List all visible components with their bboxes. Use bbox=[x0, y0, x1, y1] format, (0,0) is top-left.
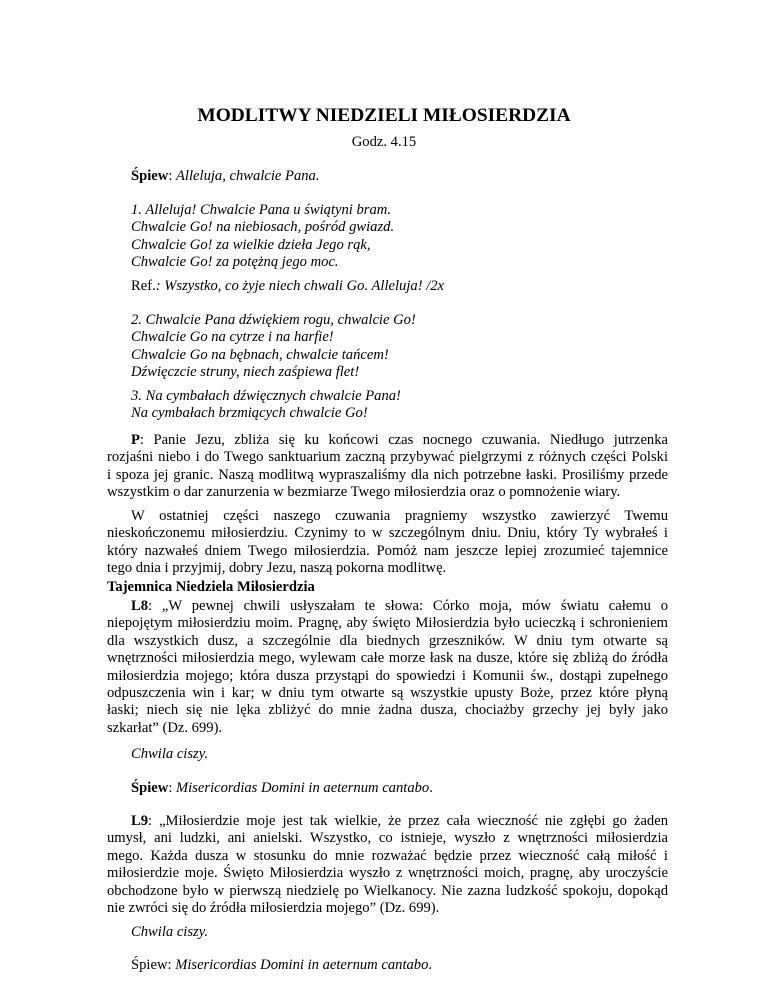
l8-paragraph bbox=[107, 598, 668, 737]
paragraph-line: który nazwałeś dniem Twego miłosierdzia. Pomóż nam jeszcze lepiej zrozumieć tajemnice bbox=[107, 542, 668, 559]
paragraph-line: W ostatniej części naszego czuwania pragniemy wszystko zawierzyć Twemu bbox=[131, 508, 668, 524]
paragraph-line bbox=[107, 432, 668, 449]
l8-label: L8 bbox=[131, 598, 149, 614]
paragraph-line: łaski; niech się nie lęka zbliżyć do mnie żadna dusza, chociażby grzechy jej były jako bbox=[107, 702, 668, 719]
song-2-end: . bbox=[429, 780, 433, 796]
verse-line: Chwalcie Go! na niebiosach, pośród gwiazd. bbox=[131, 219, 395, 236]
priest-paragraph-1 bbox=[107, 432, 668, 502]
priest-label: P bbox=[131, 432, 140, 448]
paragraph-line bbox=[107, 598, 668, 615]
priest-paragraph-2 bbox=[107, 508, 668, 578]
song-3-line bbox=[131, 957, 661, 974]
verse-line: 2. Chwalcie Pana dźwiękiem rogu, chwalcie Go! bbox=[131, 312, 416, 328]
refrain-text: : Wszystko, co żyje niech chwali Go. Alleluja! /2x bbox=[155, 278, 445, 294]
song-3-label: Śpiew bbox=[131, 957, 168, 973]
song-1-line bbox=[131, 168, 661, 185]
refrain bbox=[131, 278, 661, 295]
paragraph-line: rozjaśni niebo i do Twego sanktuarium zaczną przybywać pielgrzymi z różnych części Polski bbox=[107, 449, 668, 466]
paragraph-line: nieskończonemu miłosierdziu. Czynimy to w szczególnym dniu. Dniu, który Ty wybrałeś i bbox=[107, 525, 668, 542]
song-2-label: Śpiew bbox=[131, 780, 169, 796]
paragraph-line: niepojętym miłosierdziu moim. Pragnę, aby święto Miłosierdzia było ucieczką i schronieniem bbox=[107, 615, 668, 632]
verse-line: Chwalcie Go! za wielkie dzieła Jego rąk, bbox=[131, 236, 371, 253]
paragraph-text: : „Miłosierdzie moje jest tak wielkie, że przez cała wieczność nie zgłębi go żaden bbox=[148, 813, 668, 829]
paragraph-line: i spoza jej granic. Naszą modlitwą wypraszaliśmy dla nich potrzebne łaski. Prosiliśmy przede bbox=[107, 466, 668, 483]
song-1-colon: : bbox=[168, 168, 177, 184]
paragraph-line bbox=[107, 813, 668, 830]
paragraph-line: mego. Każda dusza w stosunku do mnie rozważać będzie przez wieczność całą miłość i bbox=[107, 847, 668, 864]
verse-line: Chwalcie Go! za potężną jego moc. bbox=[131, 254, 339, 271]
song-2-title: Misericordias Domini in aeternum cantabo bbox=[176, 780, 430, 796]
verse-2 bbox=[131, 312, 661, 382]
verse-line: Chwalcie Go na cytrze i na harfie! bbox=[131, 329, 334, 346]
silence-1: Chwila ciszy. bbox=[131, 746, 209, 762]
paragraph-line: nie zwróci się do źródła miłosierdzia mojego” (Dz. 699). bbox=[107, 900, 440, 917]
paragraph-line: miłosierdzie moje. Święto Miłosierdzia wyszło z wnętrzności moich, pragnę, aby uroczyście bbox=[107, 865, 668, 882]
verse-1 bbox=[131, 202, 661, 272]
paragraph-line: wszystkim o dar zanurzenia w bezmiarze Twego miłosierdzia oraz o pomnożenie wiary. bbox=[107, 484, 621, 501]
paragraph-line: odpuszczenia win i kar; w dniu tym otwarte są wszystkie upusty Boże, przez które płyną bbox=[107, 685, 668, 702]
verse-line: Na cymbałach brzmiących chwalcie Go! bbox=[131, 405, 368, 422]
verse-line: 1. Alleluja! Chwalcie Pana u świątyni bram. bbox=[131, 202, 391, 218]
paragraph-line: tego dnia i przyjmij, dobry Jezu, naszą pokorna modlitwę. bbox=[107, 560, 447, 577]
song-3-end: . bbox=[428, 957, 433, 973]
song-2-colon: : bbox=[168, 780, 177, 796]
refrain-label: Ref. bbox=[131, 278, 156, 294]
paragraph-text: : „W pewnej chwili usłyszałam te słowa: Córko moja, mów światu całemu o bbox=[148, 598, 668, 614]
verse-3 bbox=[131, 388, 661, 423]
song-2-line bbox=[131, 780, 661, 797]
verse-line: Dźwięczcie struny, niech zaśpiewa flet! bbox=[131, 364, 360, 381]
song-1-label: Śpiew bbox=[131, 168, 169, 184]
section-heading: Tajemnica Niedziela Miłosierdzia bbox=[107, 579, 315, 595]
song-3-title: Misericordias Domini in aeternum cantabo bbox=[175, 957, 429, 973]
l9-label: L9 bbox=[131, 813, 149, 829]
verse-line: 3. Na cymbałach dźwięcznych chwalcie Pana! bbox=[131, 388, 401, 404]
paragraph-line: szkarłat” (Dz. 699). bbox=[107, 719, 223, 736]
song-3-colon: : bbox=[167, 957, 176, 973]
paragraph-line: umysł, ani ludzki, ani anielski. Wszystko, co istnieje, wyszło z wnętrzności miłosierdzia bbox=[107, 830, 668, 847]
silence-2: Chwila ciszy. bbox=[131, 924, 209, 940]
paragraph-line: miłosierdzia mojego; która dusza przystąpi do spowiedzi i Komunii św., dostąpi zupełnego bbox=[107, 667, 668, 684]
verse-line: Chwalcie Go na bębnach, chwalcie tańcem! bbox=[131, 346, 389, 363]
paragraph-line: obchodzone było w pierwszą niedzielę po Wielkanocy. Nie zazna ludzkość spokoju, dopokąd bbox=[107, 882, 668, 899]
paragraph-line: dla wszystkich dusz, a szczególnie dla biednych grzeszników. W dniu tym otwarte są bbox=[107, 632, 668, 649]
time-subtitle: Godz. 4.15 bbox=[351, 134, 417, 150]
song-1-title: Alleluja, chwalcie Pana. bbox=[176, 168, 320, 184]
paragraph-line: wnętrzności miłosierdzia mego, wylewam całe morze łask na dusze, które się zbliżą do źródła bbox=[107, 650, 668, 667]
l9-paragraph bbox=[107, 813, 668, 917]
paragraph-text: : Panie Jezu, zbliża się ku końcowi czas nocnego czuwania. Niedługo jutrzenka bbox=[139, 432, 668, 448]
page-title: MODLITWY NIEDZIELI MIŁOSIERDZIA bbox=[197, 105, 571, 126]
